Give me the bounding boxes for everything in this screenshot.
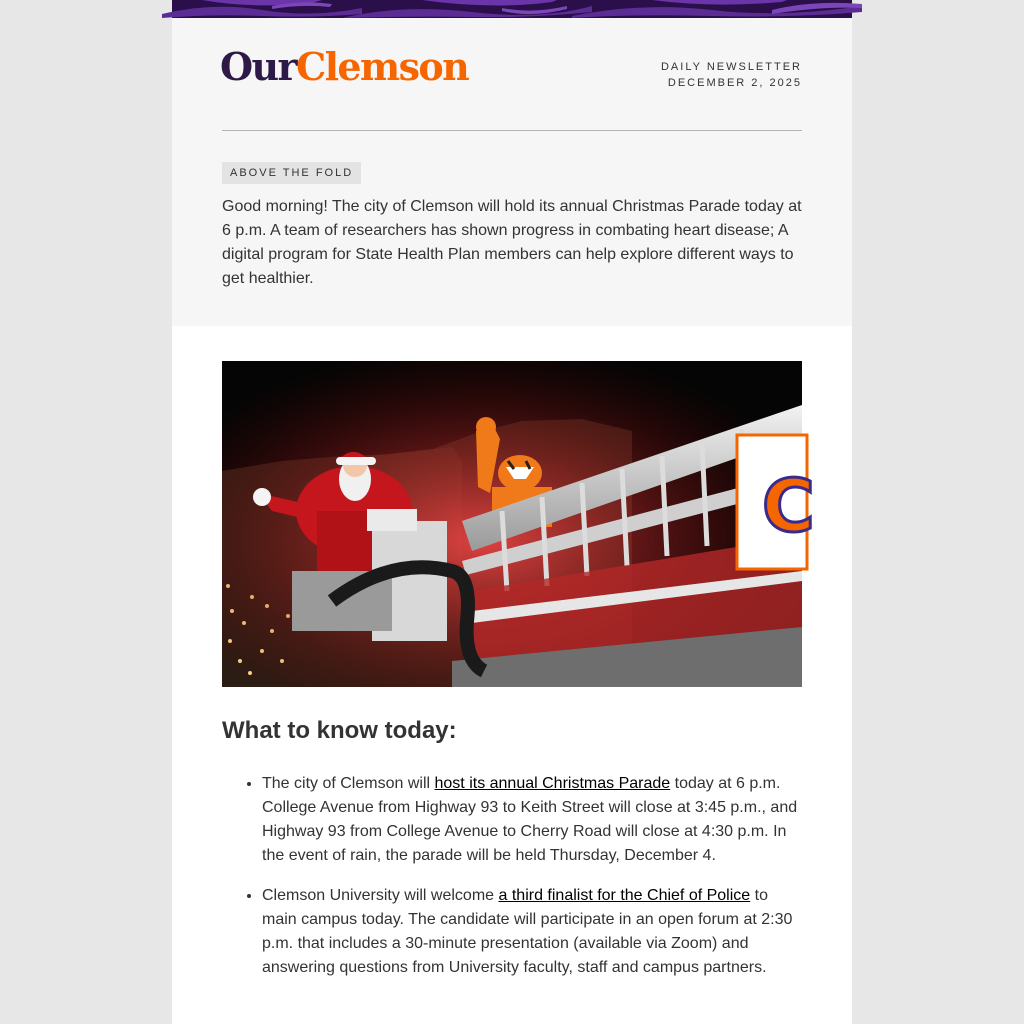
logo-word-our: Our — [220, 44, 296, 89]
newsletter-email — [172, 0, 852, 1024]
newsletter-date: DECEMBER 2, 2025 — [667, 77, 802, 89]
ourclemson-logo[interactable] — [220, 44, 469, 89]
news-list — [222, 772, 802, 996]
newsletter-label: DAILY NEWSLETTER — [660, 61, 802, 73]
list-item — [262, 884, 802, 980]
list-item-text-after: to main campus today. The candidate will participate in an open forum at 2:30 p.m. that includes a 30-minute presentation (available via Zoom) and answering questions from University faculty, staff and campus partners. — [262, 887, 793, 976]
christmas-parade-link[interactable]: host its annual Christmas Parade — [434, 775, 671, 792]
hero-sign-letter: C — [762, 464, 815, 548]
list-item-text-before: Clemson University will welcome — [262, 887, 499, 904]
list-item-text-after: today at 6 p.m. College Avenue from Highway 93 to Keith Street will close at 3:45 p.m., and Highway 93 from College Avenue to Cherry Road will close at 4:30 p.m. In the event of rain, the parade will be held Thursday, December 4. — [262, 775, 798, 864]
tiger-stripe-banner — [172, 0, 852, 18]
newsletter-header — [172, 18, 852, 326]
what-to-know-heading: What to know today: — [222, 717, 457, 744]
logo-word-clemson: Clemson — [295, 44, 469, 89]
above-the-fold-tag: ABOVE THE FOLD — [222, 162, 361, 184]
intro-paragraph: Good morning! The city of Clemson will hold its annual Christmas Parade today at 6 p.m. A team of researchers has shown progress in combating heart disease; A digital program for State Health Plan members can help explore different ways to get healthier. — [222, 198, 802, 287]
police-chief-finalist-link[interactable]: a third finalist for the Chief of Police — [498, 887, 751, 904]
list-item — [262, 772, 802, 868]
masthead-meta — [661, 59, 802, 91]
hero-image[interactable] — [222, 361, 815, 687]
list-item-text-before: The city of Clemson will — [262, 775, 435, 792]
header-divider — [222, 130, 802, 131]
